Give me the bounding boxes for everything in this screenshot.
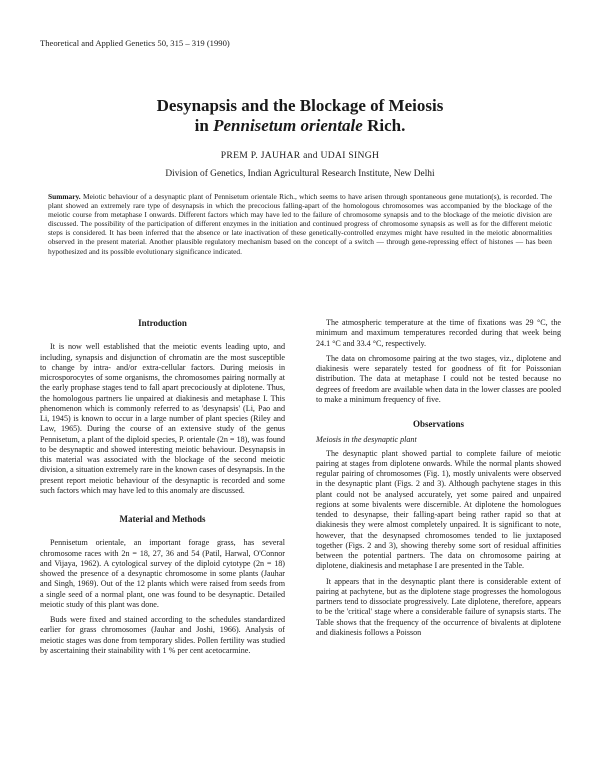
methods-paragraph-1: Pennisetum orientale, an important forage grass, has several chromosome races with 2n = 18, 27, 36 and 54 (Patil, Harwal, O'Connor and Vijaya, 1962). A cytological survey of the diploid cytotype (2n = 18) showed the presence of a desynaptic chromosome in some plants (Jauhar and Singh, 1969). Out of the 12 plants which were raised from seeds from a single seed of a normal plant, one was found to be desynaptic. Detailed meiotic study of this plant was done. bbox=[40, 538, 285, 609]
summary-label: Summary. bbox=[48, 192, 81, 201]
introduction-heading: Introduction bbox=[138, 318, 187, 328]
methods-heading: Material and Methods bbox=[119, 514, 206, 524]
journal-citation: Theoretical and Applied Genetics 50, 315 – 319 (1990) bbox=[40, 38, 230, 48]
summary-text: Meiotic behaviour of a desynaptic plant of Pennisetum orientale Rich., which seems to have arisen through spontaneous gene mutation(s), is recorded. The plant showed an extremely rare type of desynapsis in which the precocious falling-apart of the homologous chromosomes was accompanied by the blockage of the meiotic course from metaphase I onwards. Different factors which may have led to the failure of chromosome synapsis and to the blockage of the meiotic division are discussed. The possibility of the participation of different enzymes in the initiation and continued progress of chromosome synapsis as well as for the different meiotic steps is considered. It has been inferred that the absence or late inactivation of these genetically-controlled enzymes might have resulted in the meiotic abnormalities observed in the present material. Another plausible regulatory mechanism based on the concept of a switch — through gene-repressing effect of histones — has been hypothesized and its possible evolutionary significance indicated. bbox=[48, 192, 552, 256]
affiliation: Division of Genetics, Indian Agricultural Research Institute, New Delhi bbox=[165, 169, 435, 179]
observations-paragraph-2: It appears that in the desynaptic plant there is considerable extent of pairing at pachytene, but as the diplotene stage progresses the homologous partners tend to dissociate progressively. Late diplotene, therefore, appears to be the 'critical' stage where a considerable failure of synapsis starts. The Table shows that the frequency of the occurrence of bivalents at diplotene and diakinesis follows a Poisson bbox=[316, 576, 561, 637]
authors: PREM P. JAUHAR and UDAI SINGH bbox=[220, 150, 380, 161]
summary bbox=[48, 192, 552, 256]
statistics-paragraph: The data on chromosome pairing at the two stages, viz., diplotene and diakinesis were separately tested for goodness of fit for Poissonian distribution. The data at metaphase I could not be tested because no degrees of freedom are available when data in the lower classes are pooled to make a minimum frequency of five. bbox=[316, 353, 561, 404]
right-column bbox=[316, 318, 561, 643]
introduction-paragraph: It is now well established that the meiotic events leading upto, and including, synapsis and disjunction of chromatin are the most susceptible to change by intra- and/or extra-cellular factors. During meiosis in microsporocytes of some organisms, the chromosomes pairing normally at the early prophase stages tend to fall apart precociously at diplotene. Thus, the homologous partners lie unpaired at diakinesis and metaphase I. This phenomenon which is commonly referred to as 'desynapsis' (Li, Pao and Li, 1945) is known to occur in a large number of plant species (Riley and Law, 1965). During the course of an extensive study of the genus Pennisetum, a plant of the diploid species, P. orientale (2n = 18), was found to be desynaptic and showed interesting meiotic behaviour. Desynapsis in this material was associated with the blockage of the second meiotic division, a situation extremely rare in the known cases of desynapsis. In the present report meiotic behaviour of the desynaptic is recorded and some such factors which may have led to this anomaly are discussed. bbox=[40, 342, 285, 495]
paper-title bbox=[0, 96, 600, 136]
observations-paragraph-1: The desynaptic plant showed partial to complete failure of meiotic pairing at stages from diplotene onwards. While the normal plants showed regular pairing of chromosomes (Fig. 1), mostly univalents were observed in the desynaptic plant (Figs. 2 and 3). Although pachytene stages in this plant could not be analysed accurately, yet some paired and unpaired regions at some bivalents were discernible. At diplotene the homologues tended to desynapse, their falling-apart being rather rapid so that at diakinesis they were almost completely unpaired. It is significant to note, however, that the desynapsed chromosomes tended to lie juxtaposed together (Figs. 2 and 3), showing thereby some sort of residual affinities between the potential partners. The data on chromosome pairing at diplotene, diakinesis and metaphase I are presented in the Table. bbox=[316, 448, 561, 571]
title-species: Pennisetum orientale bbox=[213, 116, 363, 135]
title-line-2 bbox=[0, 116, 600, 136]
observations-heading: Observations bbox=[412, 419, 464, 429]
left-column bbox=[40, 318, 285, 661]
title-prefix: in bbox=[194, 116, 209, 135]
title-suffix: Rich. bbox=[367, 116, 406, 135]
observations-subheading: Meiosis in the desynaptic plant bbox=[316, 435, 417, 445]
temperature-paragraph: The atmospheric temperature at the time of fixations was 29 °C, the minimum and maximum temperatures recorded during that week being 24.1 °C and 33.4 °C, respectively. bbox=[316, 318, 561, 348]
title-line-1: Desynapsis and the Blockage of Meiosis bbox=[156, 96, 444, 115]
methods-paragraph-2: Buds were fixed and stained according to the schedules standardized earlier for grass chromosomes (Jauhar and Joshi, 1966). Analysis of meiotic stages was done from temporary slides. Pollen fertility was studied by ascertaining their stainability with 1 % per cent acetocarmine. bbox=[40, 615, 285, 655]
